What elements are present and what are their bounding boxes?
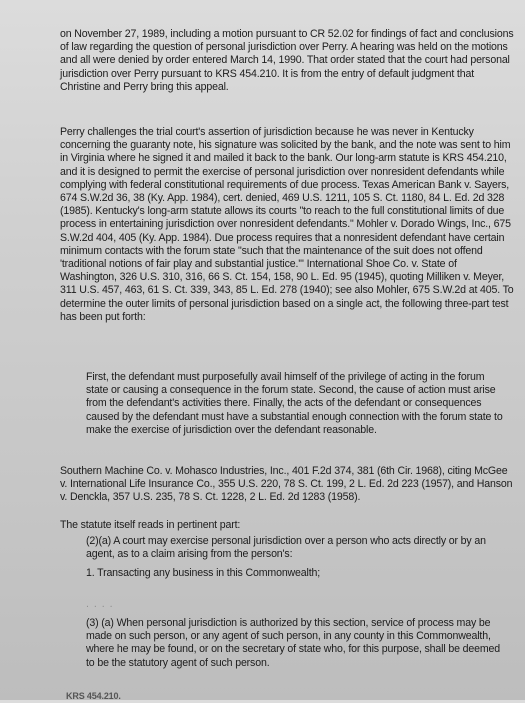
statute-subsection-3a: (3) (a) When personal jurisdiction is authorized by this section, service of process may be made on such person, or any agent of such person, in any county in this Commonwealth, where he may be found, or on the secretary of state who, for this purpose, shall be deemed to be the statutory agent of such person. bbox=[86, 617, 501, 669]
paragraph-jurisdiction-analysis: Perry challenges the trial court's assertion of jurisdiction because he was never in Kentucky concerning the guaranty note, his signature was solicited by the bank, and the note was sent to him in Virginia where he signed it and mailed it back to the bank. Our long-arm statute is KRS 454.210, and it is designed to permit the exercise of personal jurisdiction over nonresident defendants while complying with federal constitutional requirements of due process. Texas American Bank v. Sayers, 674 S.W.2d 36, 38 (Ky. App. 1984), cert. denied, 469 U.S. 1211, 105 S. Ct. 1180, 84 L. Ed. 2d 328 (1985). Kentucky's long-arm statute allows its courts "to reach to the full constitutional limits of due process in entertaining jurisdiction over nonresident defendants." Mohler v. Dorado Wings, Inc., 675 S.W.2d 404, 405 (Ky. App. 1984). Due process requires that a nonresident defendant have certain minimum contacts with the forum state "such that the maintenance of the suit does not offend 'traditional notions of fair play and substantial justice.'" International Shoe Co. v. State of Washington, 326 U.S. 310, 316, 66 S. Ct. 154, 158, 90 L. Ed. 95 (1945), quoting Milliken v. Meyer, 311 U.S. 457, 463, 61 S. Ct. 339, 343, 85 L. Ed. 278 (1940); see also Mohler, 675 S.W.2d at 405. To determine the outer limits of personal jurisdiction based on a single act, the following three-part test has been put forth: bbox=[60, 126, 514, 323]
block-quote-three-part-test: First, the defendant must purposefully avail himself of the privilege of acting in the forum state or causing a consequence in the forum state. Second, the cause of action must arise from the defendant's activities there. Finally, the acts of the defendant or consequences caused by the defendant must have a substantial enough connection with the forum state to make the exercise of jurisdiction over the defendant reasonable. bbox=[86, 371, 503, 436]
statute-citation-footer: KRS 454.210. bbox=[66, 691, 121, 701]
statute-subsection-2a: (2)(a) A court may exercise personal jurisdiction over a person who acts directly or by an agent, as to a claim arising from the person's: bbox=[86, 535, 486, 561]
ellipsis-separator: . . . . bbox=[86, 598, 114, 610]
paragraph-citations: Southern Machine Co. v. Mohasco Industries, Inc., 401 F.2d 374, 381 (6th Cir. 1968), citing McGee v. International Life Insurance Co., 355 U.S. 220, 78 S. Ct. 199, 2 L. Ed. 2d 223 (1957), and Hanson v. Denckla, 357 U.S. 235, 78 S. Ct. 1228, 2 L. Ed. 2d 1283 (1958). bbox=[60, 465, 513, 504]
statute-quote bbox=[86, 535, 506, 587]
statute-item-1: 1. Transacting any business in this Commonwealth; bbox=[86, 567, 321, 580]
paragraph-statute-intro: The statute itself reads in pertinent part: bbox=[60, 519, 241, 531]
paragraph-procedural-history: on November 27, 1989, including a motion pursuant to CR 52.02 for findings of fact and conclusions of law regarding the question of personal jurisdiction over Perry. A hearing was held on the motions and all were denied by order entered March 14, 1990. That order stated that the court had personal jurisdiction over Perry pursuant to KRS 454.210. It is from the entry of default judgment that Christine and Perry bring this appeal. bbox=[60, 28, 514, 93]
